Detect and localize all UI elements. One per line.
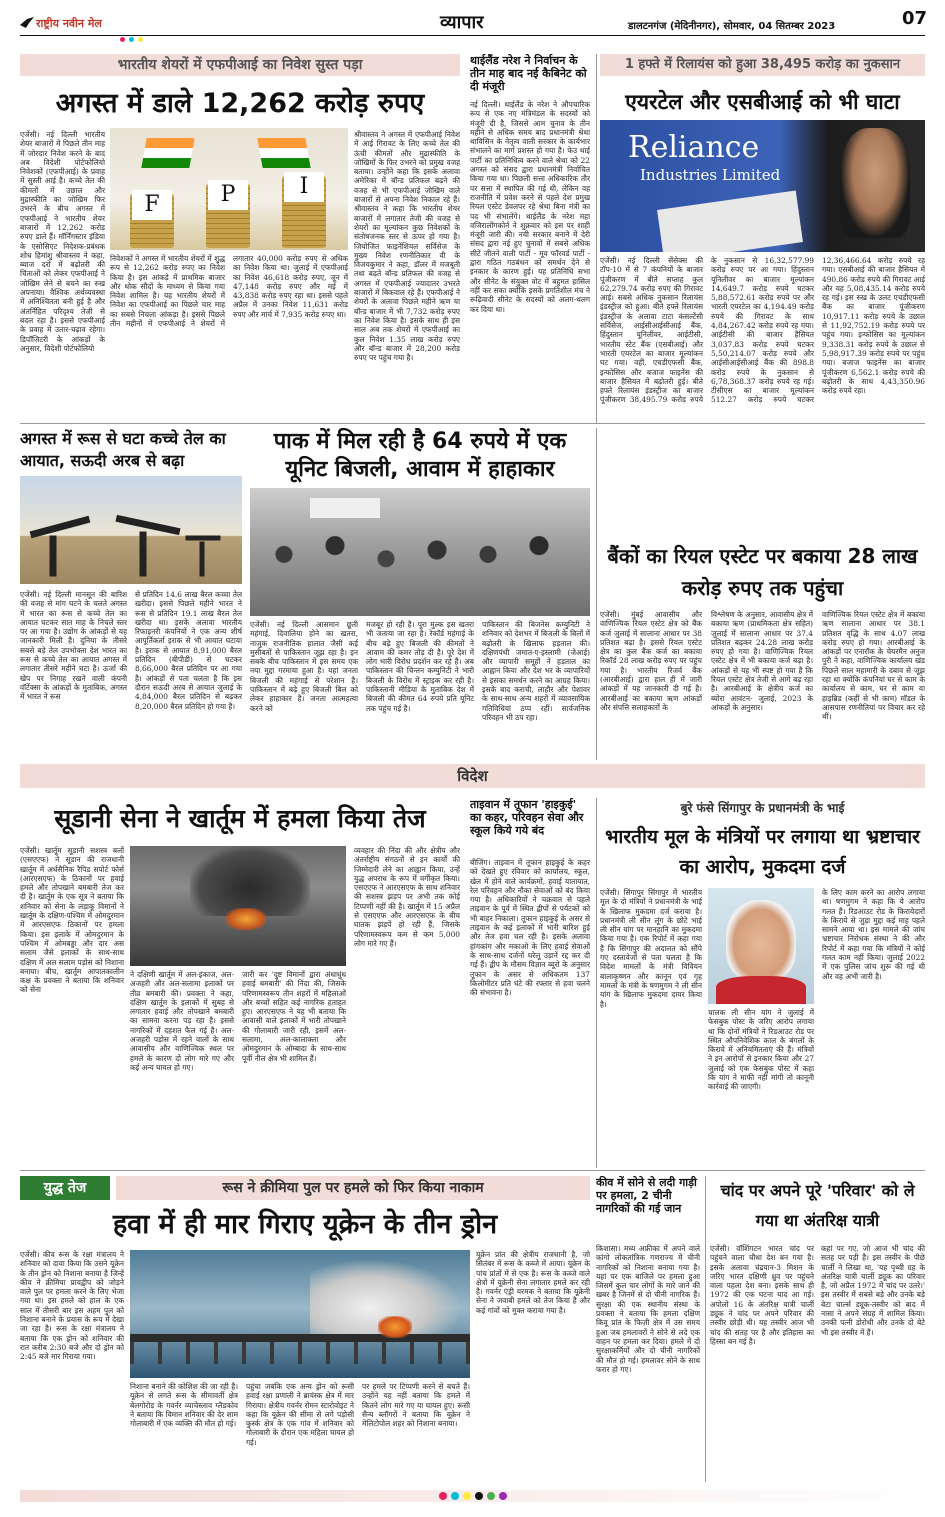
sudan-headline: सूडानी सेना ने खार्तूम में हमला किया तेज [54,804,426,833]
footer-color-bar [20,1490,925,1502]
pak-col1: एजेंसी। नई दिल्ली आसमान छूती महंगाई, दिवालिया होने का खतरा, नाजुक राजनीतिक हालात जैसी कई मुसीबतों से पाकिस्तान जूझ रहा है। इन सबके बीच पाकिस्तान में इस समय एक नया मुद्दा गरमाया हुआ है। यहां जनता बिजली की महंगाई से परेशान है। पाकिस्तान में बढ़े हुए बिजली बिल को लेकर हाहाकार है। जनता आत्महत्या करने को [250,620,358,713]
explosion-glow [378,1316,412,1338]
registration-dot-1 [439,1492,447,1500]
oil-photo [20,476,242,584]
banks-col1: एजेंसी। मुंबई आवासीय और वाणिज्यिक रियल एस्टेट क्षेत्र को बैंक कर्ज जुलाई में सालाना आधार पर 38 प्रतिशत बढ़ा है। इससे रियल एस्टेट क्षेत्र का कुल बैंक कर्ज का बकाया रिकॉर्ड 28 लाख करोड़ रुपए पर पहुंच गया है। भारतीय रिजर्व बैंक (आरबीआई) द्वारा हाल ही में जारी आंकड़ों में यह जानकारी दी गई है। आरबीआई का बकाया ऋण आंकड़ों और संपत्ति सलाहकारों के [600,610,702,712]
page-number: 07 [902,8,928,29]
registration-dot-3 [463,1492,471,1500]
pak-col2: मजबूर हो रही है। पूरा मुल्क इस खतरा भी जताया जा रहा है। रेकॉर्ड महंगाई के बीच बढ़े हुए बिजली की कीमतों ने आवाम की कमर तोड़ दी है। पूरे देश में लोग भारी विरोध प्रदर्शन कर रहे हैं। अब पाकिस्तान की चिन्तन कम्युनिटी ने भारी बिजली के विरोध में स्ट्राइक कर रही है। पाकिस्तानी मीडिया के मुताबिक देश में बिजली की कीमत 64 रुपये प्रति यूनिट तक पहुंच गई है। [366,620,474,713]
flag-left [141,138,194,168]
crowd-heads [250,528,590,616]
moon-col1: एजेंसी। वॉशिंगटन भारत चांद पर पहुंचने वाला चौथा देश बन गया है। इसके अलावा चंद्रयान-3 मिशन के जरिए भारत दक्षिणी ध्रुव पर पहुंचने वाला पहला देश बना। इसके साथ ही 1972 की एक घटना याद आ गई। अपोलो 16 के अंतरिक्ष यात्री चार्ली ड्यूक ने चांद पर अपने परिवार की तस्वीर छोड़ी थी। यह तस्वीर आज भी चांद की सतह पर है और इतिहास का हिस्सा बन गई है। [710,1244,814,1346]
paper-document [657,191,803,252]
dateline: डालटनगंज (मेदिनीनगर), सोमवार, 04 सितम्बर 2023 [628,21,836,32]
flag-right [257,138,310,168]
singapore-col3: के लिए काम करने का आरोप लगाया था। षणमुगम ने कहा कि ये आरोप गलत हैं। रिडआउट रोड के किरायेदारों के किराये से जुड़ा मुद्दा कई माह पहले सामने आया था। इस मामले की जांच भ्रष्टाचार निरोधक संस्था ने की और रिपोर्ट में कहा गया कि मंत्रियों ने कोई गलत काम नहीं किया। जुलाई 2022 में एक पुलिस जांच शुरू की गई थी और वह अभी जारी है। [822,888,925,981]
registration-dot-4 [475,1492,483,1500]
reliance-photo [600,120,925,252]
person-face [840,128,910,238]
fpi-col3: श्रीवास्तव ने अगस्त में एफपीआई निवेश में आई गिरावट के लिए कच्चे तेल की ऊंची कीमतों और मुद्रास्फीति के जोखिमों के फिर उभरने को प्रमुख वजह बताया। उन्होंने कहा कि इसके अलावा अमेरिका में बॉन्ड प्रतिफल बढ़ने की वजह से भी एफपीआई जोखिम वाले बाजारों से अपना निवेश निकाल रहे हैं। श्रीवास्तव ने कहा कि भारतीय शेयर बाजारों में लगातार तेजी की वजह से शेयरों का मूल्यांकन कुछ निवेशकों के संतोषजनक स्तर से ऊपर हो गया है। जियोजित फाइनेंशियल सर्विसेज के मुख्य निवेश रणनीतिकार वी के विजयकुमार ने कहा, डॉलर में मजबूती तथा बढ़ते बॉन्ड प्रतिफल की वजह से अगस्त में एफपीआई ज्यादातर उभरते बाजारों में बिकवाल रहे हैं। एफपीआई ने शेयरों के अलावा पिछले महीने ऋण या बॉन्ड बाजार में भी 7,732 करोड़ रुपए का निवेश किया है। इसके साथ ही इस साल अब तक शेयरों में एफपीआई का कुल निवेश 1.35 लाख करोड़ रुपए और बॉन्ड बाजार में 28,200 करोड़ रुपए पर पहुंच गया है। [354,130,460,363]
smoke-plume [190,846,310,916]
column-rule-2 [596,428,597,760]
singapore-photo [708,888,814,1004]
fire-glow [226,908,266,930]
reliance-headline: एयरटेल और एसबीआई को भी घाटा [625,90,900,114]
singapore-col2: चालक ली सीन यांग ने जुलाई में फेसबुक पोस्ट के जरिए आरोप लगाया था कि दोनों मंत्रियों ने रिडआउट रोड पर स्थित औपनिवेशिक काल के बंगलों के किराये में अनियमितताएं की हैं। मंत्रियों ने इन आरोपों से इनकार किया और 27 जुलाई को एक फेसबुक पोस्ट में कहा कि यांग ने माफी नहीं मांगी तो कानूनी कार्रवाई की जाएगी। [708,1008,814,1092]
oil-col2: से प्रतिदिन 14.6 लाख बैरल कच्चा तेल खरीदा। इससे पिछले महीने भारत ने रूस से प्रतिदिन 19.1 लाख बैरल तेल खरीदा था। इसके अलावा भारतीय रिफाइनरी कंपनियों ने एक अन्य शीर्ष आपूर्तिकर्ता इराक से भी आयात घटाया है। इराक से आयात 8,91,000 बैरल प्रतिदिन (बीपीडी) से घटकर 8,66,000 बैरल प्रतिदिन पर आ गया है। आंकड़ों से पता चलता है कि इस दौरान सऊदी अरब से आयात जुलाई के 4,84,000 बैरल प्रतिदिन से बढ़कर 8,20,000 बैरल प्रतिदिन हो गया है। [135,590,242,711]
fpi-col1: एजेंसी। नई दिल्ली भारतीय शेयर बाजारों में पिछले तीन माह में जोरदार निवेश करने के बाद अब विदेशी पोर्टफोलियो निवेशकों (एफपीआई) के प्रवाह में सुस्ती आई है। कच्चे तेल की कीमतों में उछाल और मुद्रास्फीति का जोखिम फिर उभरने के बीच अगस्त में एफपीआई ने भारतीय शेयर बाजारों में 12,262 करोड़ रुपए डाले हैं। मॉर्निंगस्टार इंडिया के एसोसिएट निदेशक-प्रबंधक शोध हिमांशु श्रीवास्तव ने कहा, ब्याज दरों में बढ़ोतरी की चिंताओं को लेकर एफपीआई ने जोखिम लेने से बचने का रुख अपनाया। वैश्विक अर्थव्यवस्था में अनिश्चितता बनी हुई है और अंतर्निहित परिदृश्य तेजी से बदल रहा है। इससे एफपीआई के प्रवाह में उतार-चढ़ाव रहेगा। डिपॉजिटरी के आंकड़ों के अनुसार, विदेशी पोर्टफोलियो [20,130,105,353]
crimea-bridge-photo [130,1250,470,1378]
war-kicker: रूस ने क्रीमिया पुल पर हमले को फिर किया नाकाम [116,1176,590,1200]
sudan-col1: एजेंसी। खार्तूम सूडानी सशस्त्र बलों (एसएएफ) ने सूडान की राजधानी खार्तूम में अर्धसैनिक रैपिड सपोर्ट फोर्स (आरएसएफ) के ठिकानों पर हवाई हमले और तोपखाने बमबारी तेज कर दी है। खार्तूम के एक सूत्र ने बताया कि शनिवार को सेना के लड़ाकू विमानों ने खार्तूम के दक्षिण-पश्चिम में ओमदुरमान में आरएसएफ ठिकानों पर हमला किया। इस इलाके में ओमदुरमान के पश्चिम में ओमबड्डा और दार अस सलाम जैसे इलाकों के साथ-साथ दक्षिण में अल सलाम पड़ोस को निशाना बनाया। बीच, खार्तूम आपातकालीन कक्ष के प्रवक्ता ने बताया कि शनिवार को सेना [20,846,124,995]
registration-dot-5 [487,1492,495,1500]
newspaper-logo: राष्ट्रीय नवीन मेल [36,17,102,30]
banks-col2: विश्लेषण के अनुसार, आवासीय क्षेत्र में बकाया ऋण (प्राथमिकता क्षेत्र सहित) जुलाई में सालाना आधार पर 37.4 प्रतिशत बढ़कर 24.28 लाख करोड़ रुपए हो गया है। वाणिज्यिक रियल एस्टेट क्षेत्र में भी बकाया कर्ज बढ़ा है। आंकड़ों से यह भी स्पष्ट हो गया है कि रियल एस्टेट क्षेत्र तेजी से आगे बढ़ रहा है। आरबीआई के क्षेत्रीय कर्ज का ब्योरा आवंटन- जुलाई, 2023 के आंकड़ों के अनुसार। [711,610,813,712]
pak-col3: पाकिस्तान की बिजनेस कम्युनिटी ने शनिवार को देशभर में बिजली के बिलों में बढ़ोतरी के खिलाफ हड़ताल की। दक्षिणपंथी जमात-ए-इस्लामी (जेआई) और व्यापारी समूहों ने हड़ताल का आह्वान किया और देश भर के व्यापारियों से इसका समर्थन करने का आग्रह किया। इसके बाद कराची, लाहौर और पेशावर के साथ-साथ अन्य शहरों में व्यावसायिक गतिविधियां ठप्प रहीं। सार्वजनिक परिवहन भी ठप रहा। [482,620,590,722]
war-col5: यूक्रेन प्रांत की क्षेत्रीय राजधानी है, जो सितंबर में रूस के कब्जे में आया। यूक्रेन के पांच प्रांतों में से एक है। रूस के कब्जे वाले क्षेत्रों में यूक्रेनी सेना लगातार हमले कर रही है। गवर्नर एंड्री यरमक ने बताया कि यूक्रेनी सेना ने जवाबी हमले को तेज किया है और कई गांवों को मुक्त कराया गया है। [476,1250,590,1315]
singapore-headline: भारतीय मूल के मंत्रियों पर लगाया था भ्रष्टाचार का आरोप, मुकदमा दर्ज [605,826,920,878]
thailand-headline: थाईलैंड नरेश ने निर्वाचन के तीन माह बाद नई कैबिनेट को दी मंजूरी [470,54,587,93]
war-tag: युद्ध तेज [20,1176,110,1200]
war-col3: पहुंचा जबकि एक अन्य ड्रोन को रूसी हवाई रक्षा प्रणाली ने ब्रायंस्क क्षेत्र में मार गिराया। क्षेत्रीय गवर्नर रोमन स्टारोवोइट ने कहा कि यूक्रेन की सीमा से लगे पड़ोसी कुर्स्क क्षेत्र के एक गांव में शनिवार को गोलाबारी के दौरान एक महिला घायल हो गई। [246,1382,354,1447]
sudan-col3: जारी कर 'दुष्ट विमानों द्वारा अंधाधुंध हवाई बमबारी' की निंदा की, जिसके परिणामस्वरूप तीन शहरों में महिलाओं और बच्चों सहित कई नागरिक हताहत हुए। आरएसएफ ने यह भी बताया कि आवासी वाले इलाकों में भारी तोपखाने की गोलाबारी जारी रही, इसमें अल-सलामा, अल-कालाक्ला और ओमदुरमान के ओम्बादा के साथ-साथ पूर्वी नील क्षेत्र भी शामिल हैं। [242,970,346,1063]
pak-protest-photo [250,488,590,616]
fpi-photo [110,128,348,250]
reliance-logo-sub: Industries Limited [640,166,781,184]
protest-banner [310,498,380,518]
war-col1: एजेंसी। कीव रूस के रक्षा मंत्रालय ने शनिवार को दावा किया कि उसने यूक्रेन के तीन ड्रोन को निशाना बनाया है जिन्हें कीव ने क्रीमिया प्रायद्वीप को जोड़ने वाले पुल पर हमला करने के लिए भेजा गया था। इस हमले को हाल के एक साल में तीसरी बार इस अहम पुल को निशाना बनाने के प्रयास के रूप में देखा जा रहा है। रूस के रक्षा मंत्रालय ने बताया कि एक ड्रोन को शनिवार की रात करीब 2:30 बजे और दो ड्रोन को 2:45 बजे मार गिराया गया। [20,1250,124,1362]
fpi-letter-i: I [284,172,324,202]
oil-headline: अगस्त में रूस से घटा कच्चे तेल का आयात, सऊदी अरब से बढ़ा [20,429,226,470]
thailand-body: नई दिल्ली। थाईलैंड के नरेश ने औपचारिक रूप से एक नए मंत्रिमंडल के सदस्यों को मंजूरी दी है, जिससे आम चुनाव के तीन महीने से अधिक समय बाद प्रधानमंत्री श्रेथा थाविसिन के नेतृत्व वाली सरकार के कार्यभार संभालने का मार्ग प्रशस्त हो गया है। फेउ थाई पार्टी का प्रतिनिधित्व करने वाले श्रेथा को 22 अगस्त को संसद द्वारा प्रधानमंत्री निर्वाचित किया गया था। पिछली सत्ता अधिकारिक तौर पर सत्ता में स्थापित की गई थी, लेकिन वह राजनीति में प्रवेश करने से पहले देश प्रमुख रियल एस्टेट डेवलपर रहे श्रेथा बिना मंत्री का पद भी संभालेंगे। थाईलैंड के नरेश महा वजिरालोंगकोर्न ने शुक्रवार को इस पर शाही मंजूरी जारी की। नयी सरकार बनाने में देरी संसद द्वारा नई हुए चुनावों में सबसे अधिक सीटें जीतने वाली पार्टी - मूव फॉरवर्ड पार्टी - द्वारा गठित गठबंधन को समर्थन देने से इनकार के कारण हुई। यह प्रतिनिधि सभा और सीनेट के संयुक्त वोट में बहुमत हासिल नहीं कर सका क्योंकि इसके प्रगतिशील मंच ने रूढ़िवादी सीनेट के सदस्यों को अलग-थलग कर दिया था। [470,100,590,314]
fpi-col2: निवेशकों ने अगस्त में भारतीय शेयरों में शुद्ध रूप से 12,262 करोड़ रुपए का निवेश किया है। इस आंकड़े में प्राथमिक बाजार और थोक सौदों के माध्यम से किया गया निवेश शामिल है। यह भारतीय शेयरों में निवेश का एफपीआई का पिछले चार माह का सबसे निचला आंकड़ा है। इससे पिछले तीन महीनों में एफपीआई ने शेयरों में लगातार 40,000 करोड़ रुपए से अधिक का निवेश किया था। जुलाई में एफपीआई का निवेश 46,618 करोड़ रुपए, जून में 47,148 करोड़ रुपए और मई में 43,838 करोड़ रुपए रहा था। इससे पहले अप्रैल में उनका निवेश 11,631 करोड़ रुपए और मार्च में 7,935 करोड़ रुपए था। [110,254,348,329]
oil-col1: एजेंसी। नई दिल्ली मानसून की बारिश की वजह से मांग घटने के चलते अगस्त में भारत का रूस से कच्चे तेल का आयात घटकर सात माह के निचले स्तर पर आ गया है। उद्योग के आंकड़ों से यह जानकारी मिली है। दुनिया के तीसरे सबसे बड़े तेल उपभोक्ता देश भारत का रूस से कच्चे तेल का आयात अगस्त में लगातार तीसरे महीने घटा है। ऊर्जा की खेप पर निगाह रखने वाली कंपनी वॉर्टेक्सा के आंकड़ों के मुताबिक, अगस्त में भारत ने रूस [20,590,127,702]
singapore-kicker: बुरे फंसे सिंगापुर के प्रधानमंत्री के भाई [680,801,845,815]
singapore-col1: एजेंसी। सिंगापुर सिंगापुर में भारतीय मूल के दो मंत्रियों ने प्रधानमंत्री के भाई के खिलाफ मुकदमा दर्ज कराया है। प्रधानमंत्री ली सीन लूंग के छोटे भाई ली सीन यांग पर मानहानि का मुकदमा किया गया है। एक रिपोर्ट में कहा गया है कि सिंगापुर की अदालत को सौंपे गए दस्तावेजों से पता चलता है कि विदेश मामलों के मंत्री विवियन बालाकृष्णन और कानून एवं गृह मामलों के मंत्री के षणमुगम ने ली सीन यांग के खिलाफ मुकदमा दायर किया है। [600,888,702,1009]
fpi-letter-p: P [208,180,248,210]
red-shirt [716,976,806,1004]
reliance-kicker: 1 हफ्ते में रिलायंस को हुआ 38,495 करोड़ का नुकसान [600,54,925,76]
banks-headline: बैंकों का रियल एस्टेट पर बकाया 28 लाख करोड़ रुपए तक पहुंचा [607,544,918,600]
person-portrait [726,900,796,980]
registration-dot-2 [451,1492,459,1500]
masthead [20,8,928,36]
kyiv-body: किशासा। मध्य अफ्रीका में अपने वाले कांगो लोकतांत्रिक गणराज्य में चीनी नागरिकों को निशाना बनाया गया है। यहां पर एक बाजिले पर हमला हुआ जिसमें कुल चार लोगों के मारे जाने की खबर है जिनमें से दो चीनी नागरिक हैं। सुरक्षा की एक स्थानीय संस्था के प्रवक्ता ने बताया कि हमला दक्षिण किवू प्रांत के फिज़ी क्षेत्र में उस समय हुआ जब हमलावरों ने सोने से लदे एक वाहन पर हमला कर दिया। हमले में दो सुरक्षाकर्मियों और दो चीनी नागरिकों की मौत हो गई। हमलावर सोने के साथ फरार हो गए। [596,1244,700,1374]
bridge-deck [130,1334,470,1342]
moon-headline: चांद पर अपने पूरे 'परिवार' को ले गया था अंतरिक्ष यात्री [720,1181,915,1230]
fpi-letter-f: F [132,190,172,220]
column-rule-3 [596,798,597,1168]
sudan-col4: व्यवहार की निंदा की और क्षेत्रीय और अंतर्राष्ट्रीय संगठनों से इन कार्यों की जिम्मेदारी लेने का आह्वान किया, उन्हें युद्ध अपराध के रूप में वर्गीकृत किया। एसएएफ ने आरएसएफ के साथ शनिवार की सशस्त्र झड़प पर अभी तक कोई टिप्पणी नहीं की है। खार्तूम में 15 अप्रैल से एसएएफ और आरएसएफ के बीच घातक झड़पें हो रही हैं, जिसके परिणामस्वरूप कम से कम 5,000 लोग मारे गए हैं। [354,846,460,948]
column-rule-4 [705,1176,706,1482]
bird-logo-icon [20,14,34,26]
pak-headline: पाक में मिल रही है 64 रुपये में एक यूनिट बिजली, आवाम में हाहाकार [273,429,567,482]
fpi-kicker: भारतीय शेयरों में एफपीआई का निवेश सुस्त पड़ा [20,54,460,76]
registration-dot-6 [499,1492,507,1500]
banks-col3: वाणिज्यिक रियल एस्टेट क्षेत्र में बकाया ऋण सालाना आधार पर 38.1 प्रतिशत वृद्धि के साथ 4.07 लाख करोड़ रुपए हो गया। आरबीआई के आंकड़ों पर एनारॉक के चेयरमैन अनुज पुरी ने कहा, वाणिज्यिक कार्यालय खंड पिछले साल महामारी के दबाव से जूझ रहा था क्योंकि कंपनियां घर से काम के कार्यालय से काम, घर से काम या हाइब्रिड (कहीं से भी काम) मॉडल के आसपास रणनीतियां पर विचार कर रहे थीं। [822,610,925,722]
pumpjack-icon [20,476,242,584]
taiwan-headline: ताइवान में तूफान 'हाइकुई' का कहर, परिवहन सेवा और स्कूल किये गये बंद [470,798,584,837]
taiwan-body: बीजिंग। ताइवान में तूफान हाइकुई के कहर को देखते हुए रविवार को कार्यालय, स्कूल, खेल में होने वाले कार्यक्रमों, हवाई यातायात, रेल परिवहन और नौका सेवाओं को बंद किया गया है। अधिकारियों ने चक्रवात से पहले ताइवान के पूर्व में स्थित द्वीपों से पर्यटकों को भी बाहर निकाला। तूफान हाइकुई के असर से ताइवान के कई इलाकों में भारी बारिश हुई और तेज हवा चल रही है। इसके अलावा हांगकांग और मकाओ के लिए हवाई सेवाओं के साथ-साथ दर्जनों घरेलू उड़ानें रद्द कर दी गई हैं। द्वीप के मौसम विज्ञान ब्यूरो के अनुसार तूफान के असर से अधिकतम 137 किलोमीटर प्रति घंटे की रफ्तार से हवा चलने की संभावना है। [470,858,590,998]
kyiv-headline: कीव में सोने से लदी गाड़ी पर हमला, 2 चीनी नागरिकों की गई जान [596,1176,697,1215]
sudan-fire-photo [130,846,346,966]
row-rule-2 [20,1170,925,1171]
bridge-piers [130,1342,470,1364]
fpi-headline: अगस्त में डाले 12,262 करोड़ रुपए [55,88,425,119]
moon-col2: कहां पर गए, जो आज भी चांद की सतह पर पड़ी है। इस तस्वीर के पीछे चार्ली ने लिखा था, 'यह पृथ्वी ग्रह के अंतरिक्ष यात्री चार्ली ड्यूक का परिवार है, जो अप्रैल 1972 में चांद पर उतरे।' इस तस्वीर में सबसे बड़े और उनके बड़े बेटा चार्ल्स ड्यूक-तस्वीर को बाद में नासा ने अपने संग्रह में शामिल किया। उनकी पत्नी डोरोथी और उनके दो बेटे भी इस तस्वीर में हैं। [821,1244,925,1337]
row-rule [20,423,925,424]
column-rule [596,54,597,424]
reliance-body: एजेंसी। नई दिल्ली सेंसेक्स की टॉप-10 में से 7 कंपनियों के बाजार पूंजीकरण में बीते सप्ताह कुल 62,279.74 करोड़ रुपए की गिरावट आई। सबसे अधिक नुकसान रिलायंस इंडस्ट्रीज को हुआ। बीते हफ्ते रिलायंस इंडस्ट्रीज के अलावा टाटा कंसल्टेंसी सर्विसेज, आईसीआईसीआई बैंक, हिंदुस्तान यूनिलीवर, आईटीसी, भारतीय स्टेट बैंक (एसबीआई) और भारती एयरटेल का बाजार मूल्यांकन घट गया। वहीं, एचडीएफसी बैंक, इन्फोसिस और बजाज फाइनेंस की बाजार हैसियत में बढ़ोतरी हुई। बीते हफ्ते रिलायंस इंडस्ट्रीज का बाजार पूंजीकरण 38,495.79 करोड़ रुपये के नुकसान से 16,32,577.99 करोड़ रुपए पर आ गया। हिंदुस्तान यूनिलीवर का बाजार मूल्यांकन 14,649.7 करोड़ रुपये घटकर 5,88,572.61 करोड़ रुपये पर और भारती एयरटेल का 4,194.49 करोड़ रुपये की गिरावट के साथ 4,84,267.42 करोड़ रुपये रह गया। आईटीसी की बाजार हैसियत 3,037.83 करोड़ रुपये घटकर 5,50,214.07 करोड़ रुपये और आईसीआईसीआई बैंक की 898.8 करोड़ रुपये के नुकसान से 6,78,368.37 करोड़ रुपये रह गई। टीसीएस का बाजार मूल्यांकन 512.27 करोड़ रुपये घटकर 12,36,466.64 करोड़ रुपये रह गया। एसबीआई की बाजार हैसियत में 490.86 करोड़ रुपये की गिरावट आई और यह 5,08,435.14 करोड़ रुपये रह गई। इस रुख के उलट एचडीएफसी बैंक का बाजार पूंजीकरण 10,917.11 करोड़ रुपये के उछाल से 11,92,752.19 करोड़ रुपये पर पहुंच गया। इन्फोसिस का मूल्यांकन 9,338.31 करोड़ रुपये के उछाल से 5,98,917.39 करोड़ रुपये पर पहुंच गया। बजाज फाइनेंस का बाजार पूंजीकरण 6,562.1 करोड़ रुपये की बढ़ोतरी के साथ 4,43,350.96 करोड़ रुपये रहा। [600,256,925,405]
war-col4: पर हमले पर टिप्पणी करने से बचते हैं। उन्होंने यह नहीं बताया कि हमले में कितने लोग मारे गए या घायल हुए। रूसी सैन्य ब्लॉगरों ने बताया कि यूक्रेन ने मेलिटोपोल शहर को निशाना बनाया। [362,1382,470,1429]
section-title: व्यापार [440,12,484,33]
videsh-label: विदेश [457,767,488,785]
war-headline: हवा में ही मार गिराए यूक्रेन के तीन ड्रोन [112,1209,498,1240]
reliance-logo-text: Reliance [628,130,760,165]
masthead-color-dots [120,37,220,43]
sudan-col2: ने दक्षिणी खार्तूम में अल-इंकाज, अल-अजहरी और अल-सलामा इलाकों पर तीव्र बमबारी की। प्रवक्ता ने कहा, दक्षिण खार्तूम के इलाकों में सुबह से लगातार हवाई और तोपखाने बमबारी का सामना करना पड़ रहा है। इससे नागरिकों में दहशत फैल गई है। अल-अजहरी पड़ोस में रहने वालों के साथ आवासीय और वाणिज्यिक स्थल पर हमले के कारण दो लोग मारे गए और कई अन्य घायल हो गए। [130,970,234,1072]
war-col2: निशाना बनाने की कोशिश की जा रही है। यूक्रेन से लगते रूस के सीमावर्ती क्षेत्र बेलगोरोड के गवर्नर व्याचेस्लाव ग्लैडकोव ने बताया कि विमान शनिवार की देर शाम गोलाबारी में एक व्यक्ति की मौत हो गई। [130,1382,238,1429]
